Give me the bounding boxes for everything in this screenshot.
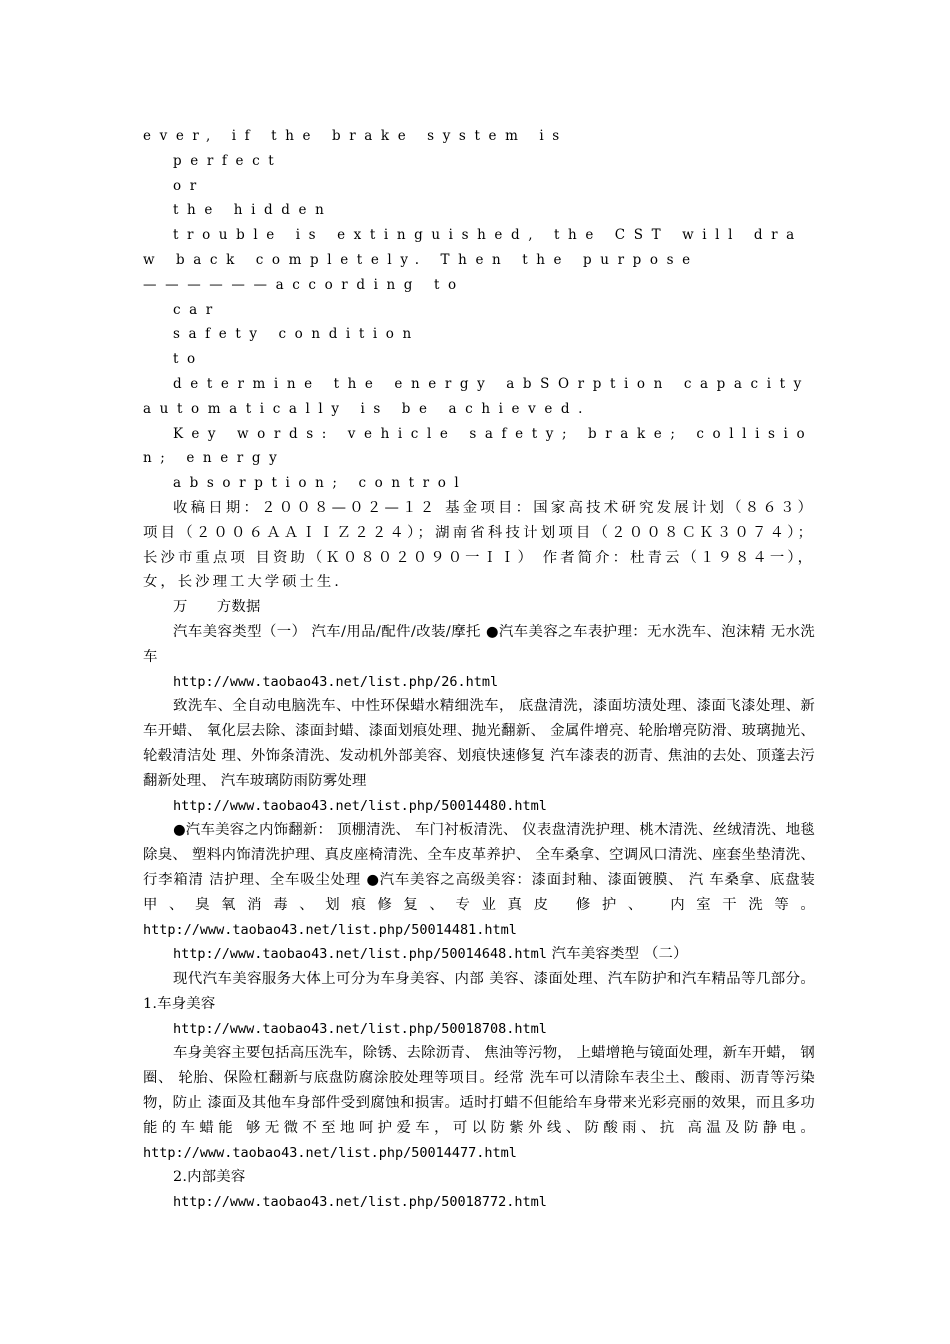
body-paragraph xyxy=(143,1165,815,1190)
paragraph-text: 2.内部美容 xyxy=(173,1169,246,1186)
english-line: to xyxy=(173,351,204,368)
english-abstract xyxy=(143,124,815,496)
paragraph-text: 车身美容主要包括高压洗车，除锈、去除沥青、 焦油等污物， 上蜡增艳与镜面处理，新车开蜡， 钢圈、 轮胎、保险杠翻新与底盘防腐涂胶处理等项目。经常 洗车可以清除车表尘土、酸雨、沥青等污染物，防止 漆面及其他车身部件受到腐蚀和损害。适时打蜡不但能给车身带来光彩亮丽的效果，而且多功能的车蜡能 够无微不至地呵护爱车，可以防紫外线、防酸雨、抗 高温及防静电。 xyxy=(143,1045,815,1136)
body-paragraph xyxy=(143,967,815,1017)
english-line: safety condition xyxy=(173,326,420,343)
english-line: absorption; control xyxy=(173,475,468,492)
url-text: http://www.taobao43.net/list.php/50014481.html xyxy=(143,921,517,938)
body-paragraph xyxy=(143,1041,815,1165)
english-line: perfect xyxy=(173,152,283,169)
document-body xyxy=(143,124,815,1215)
english-line: ever, if the brake system is xyxy=(143,128,568,144)
url-text: http://www.taobao43.net/list.php/50018772.html xyxy=(173,1194,547,1211)
english-line: Key words: vehicle safety; brake; collision; energy xyxy=(143,425,814,467)
body-paragraph xyxy=(143,1017,815,1042)
body-paragraph xyxy=(143,620,815,670)
paragraph-text: 致洗车、全自动电脑洗车、中性环保蜡水精细洗车， 底盘清洗，漆面坊渍处理、漆面飞漆处理、新车开蜡、 氧化层去除、漆面封蜡、漆面划痕处理、抛光翻新、 金属件增亮、轮胎增亮防滑、玻璃抛光、轮毂清洁处 理、外饰条清洗、发动机外部美容、划痕快速修复 汽车漆表的沥青、焦油的去处、顶蓬去污翻新处理、 汽车玻璃防雨防雾处理 xyxy=(143,698,815,789)
body-paragraph xyxy=(143,794,815,819)
body-paragraph xyxy=(143,694,815,793)
article-body xyxy=(143,620,815,1215)
body-paragraph xyxy=(143,670,815,695)
paragraph-text: 汽车美容类型 （二） xyxy=(546,946,688,963)
body-paragraph xyxy=(143,818,815,942)
received-date-note: 收稿日期：２００８—０２—１２ 基金项目：国家高技术研究发展计划（８６３）项目（２００６ＡＡＩＩＺ２２４）；湖南省科技计划项目（２００８ＣＫ３０７４）；长沙市重点项 目资助（Ｋ０８０２０９０一ＩＩ） 作者简介：杜青云（１９８４一），女，长沙理工大学硕士生. xyxy=(143,499,815,591)
url-text: http://www.taobao43.net/list.php/50018708.html xyxy=(173,1020,547,1037)
url-text: http://www.taobao43.net/list.php/26.html xyxy=(173,673,499,690)
paragraph-text: ●汽车美容之内饰翻新： 顶棚清洗、 车门衬板清洗、 仪表盘清洗护理、桃木清洗、丝绒清洗、地毯除臭、 塑料内饰清洗护理、真皮座椅清洗、全车皮革养护、 全车桑拿、空调风口清洗、座套坐垫清洗、行李箱清 洁护理、全车吸尘处理 ●汽车美容之高级美容：漆面封釉、漆面镀膜、 汽 车桑拿、底盘装甲、臭氧消毒、划痕修复、专业真皮 修护、 内室干洗等。 xyxy=(143,822,815,913)
watermark-text: 万 方数据 xyxy=(173,599,261,616)
paragraph-text: 汽车美容类型（一） 汽车/用品/配件/改装/摩托 ●汽车美容之车表护理：无水洗车、泡沫精 无水洗车 xyxy=(143,623,815,665)
url-text: http://www.taobao43.net/list.php/50014648.html xyxy=(173,946,547,963)
body-paragraph xyxy=(143,942,815,967)
english-line: the hidden xyxy=(173,202,333,219)
english-line: or xyxy=(173,177,205,194)
english-line: determine the energy abSOrption capacity automatically is be achieved. xyxy=(143,375,810,417)
english-line: car xyxy=(173,301,221,318)
url-text: http://www.taobao43.net/list.php/50014477.html xyxy=(143,1144,517,1161)
body-paragraph xyxy=(143,1190,815,1215)
paragraph-text: 现代汽车美容服务大体上可分为车身美容、内部 美容、漆面处理、汽车防护和汽车精品等几部分。 1.车身美容 xyxy=(143,971,815,1012)
english-line: trouble is extinguished, the CST will draw back completely. Then the purpose——————according to xyxy=(143,227,803,293)
url-text: http://www.taobao43.net/list.php/50014480.html xyxy=(173,797,547,814)
